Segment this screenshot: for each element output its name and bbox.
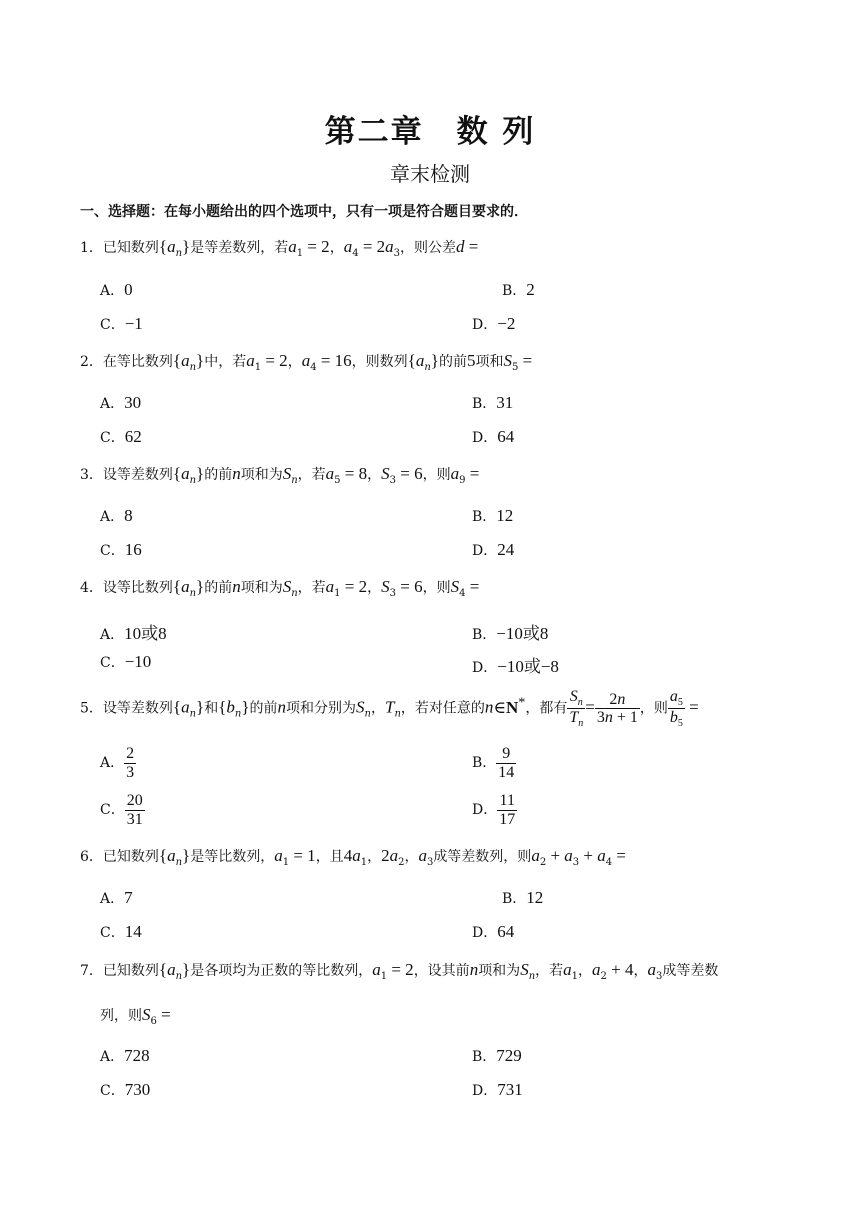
page-subtitle: 章末检测	[390, 162, 470, 186]
q3-option-d[interactable]: D．24	[472, 540, 515, 559]
q2-option-b[interactable]: B．31	[472, 393, 514, 412]
q5-option-b[interactable]: B． $\frac{9}{14}$	[472, 745, 515, 781]
q6-option-d[interactable]: D．64	[472, 922, 515, 941]
q1-option-a[interactable]: A．0	[100, 280, 133, 299]
q6-option-b[interactable]: B．12	[502, 888, 544, 907]
q5-option-a[interactable]: A． $\frac{2}{3}$	[100, 745, 135, 781]
q4-option-a[interactable]: A．10或8	[100, 624, 167, 643]
question-2: 2．在等比数列$\{a_n\}$中，若$a_1 = 2$，$a_4 = 16$，则数列$\{a_n\}$的前5项和$S_5$ =	[80, 351, 533, 373]
fraction-a5-b5: $\frac{a_5}{b_5}$	[669, 688, 683, 730]
fraction-sn-tn: $\frac{S_n}{T_n}$	[569, 688, 584, 730]
q1-option-c[interactable]: C．−1	[100, 314, 143, 333]
q6-option-a[interactable]: A．7	[100, 888, 133, 907]
q7-option-b[interactable]: B．729	[472, 1046, 522, 1065]
q7-option-c[interactable]: C．730	[100, 1080, 151, 1099]
q1-option-b[interactable]: B．2	[502, 280, 535, 299]
question-7: 7．已知数列$\{a_n\}$是各项均为正数的等比数列，$a_1 = 2$，设其前n项和为$S_n$，若$a_1$，$a_2 + 4$，$a_3$成等差数	[80, 960, 719, 982]
question-6: 6．已知数列$\{a_n\}$是等比数列，$a_1 = 1$，且$4a_1$，$2a_2$，$a_3$成等差数列，则$a_2 + a_3 + a_4$ =	[80, 846, 626, 868]
section-heading: 一、选择题：在每小题给出的四个选项中，只有一项是符合题目要求的．	[80, 204, 528, 220]
q5-option-c[interactable]: C． $\frac{20}{31}$	[100, 792, 143, 828]
q7-option-d[interactable]: D．731	[472, 1080, 523, 1099]
question-5: 5．设等差数列$\{a_n\}$和$\{b_n\}$的前n项和分别为$S_n$，$T_n$，若对任意的n∈N*，都有 $\frac{S_n}{T_n}$ = $\frac{2n}{3n + 1}$ ，则 $\frac{a_5}{b_5}$ =	[80, 688, 699, 730]
q3-option-b[interactable]: B．12	[472, 506, 514, 525]
q2-option-c[interactable]: C．62	[100, 427, 142, 446]
q7-option-a[interactable]: A．728	[100, 1046, 150, 1065]
q5-option-d[interactable]: D． $\frac{11}{17}$	[472, 792, 516, 828]
q3-option-c[interactable]: C．16	[100, 540, 142, 559]
q2-option-a[interactable]: A．30	[100, 393, 142, 412]
q4-option-d[interactable]: D．−10或−8	[472, 657, 559, 676]
question-7-continued: 列，则$S_6$ =	[100, 1005, 171, 1027]
page-title: 第二章 数 列	[324, 114, 536, 150]
question-3: 3．设等差数列$\{a_n\}$的前n项和为$S_n$，若$a_5 = 8$，$S_3 = 6$，则$a_9$ =	[80, 464, 480, 486]
q1-option-d[interactable]: D．−2	[472, 314, 516, 333]
q2-option-d[interactable]: D．64	[472, 427, 515, 446]
q6-option-c[interactable]: C．14	[100, 922, 142, 941]
fraction-2n: $\frac{2n}{3n + 1}$	[596, 690, 638, 727]
q4-option-b[interactable]: B．−10或8	[472, 624, 549, 643]
question-4: 4．设等比数列$\{a_n\}$的前n项和为$S_n$，若$a_1 = 2$，$S_3 = 6$，则$S_4$ =	[80, 577, 480, 599]
question-1: 1．已知数列$\{a_n\}$是等差数列，若$a_1 = 2$，$a_4 = 2a_3$，则公差d =	[80, 237, 479, 259]
q3-option-a[interactable]: A．8	[100, 506, 133, 525]
q4-option-c[interactable]: C．−10	[100, 652, 152, 671]
